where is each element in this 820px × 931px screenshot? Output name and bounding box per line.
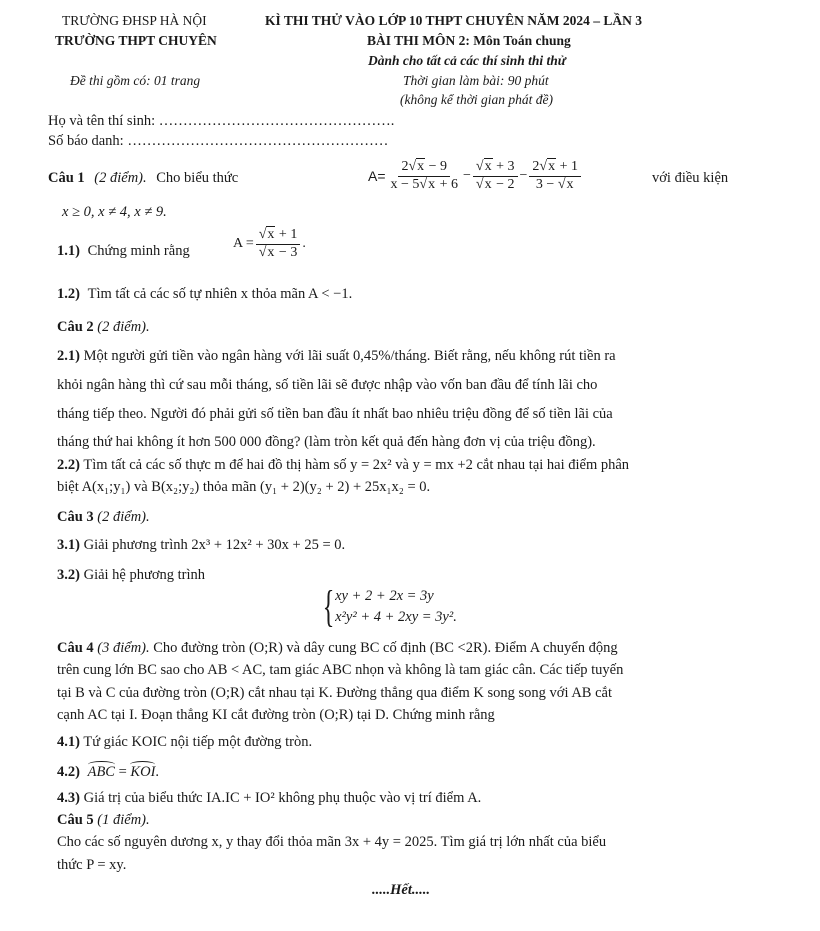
school-name: TRƯỜNG ĐHSP HÀ NỘI: [62, 13, 207, 28]
q3-part1: [57, 537, 345, 554]
q1-statement: [48, 168, 238, 188]
q2-part1-text-1: Một người gửi tiền vào ngân hàng với lãi suất 0,45%/tháng. Biết rằng, nếu không rút tiền ra: [83, 348, 616, 364]
q5-line2: thức P = xy.: [57, 857, 127, 873]
q2-points: (2 điểm).: [97, 319, 150, 335]
q1-part2-text: Tìm tất cả các số tự nhiên x thỏa mãn A < −1.: [87, 286, 353, 302]
q4-part2: 4.2) ABC = KOI.: [57, 764, 160, 780]
q2-part2-text-1: Tìm tất cả các số thực m để hai đồ thị hàm số y = 2x² và y = mx +2 cắt nhau tại hai điểm phân: [83, 457, 630, 473]
q3-part2-text: Giải hệ phương trình: [83, 567, 206, 583]
q4-part3-label: 4.3): [57, 790, 80, 806]
q5-heading: [57, 812, 150, 829]
q4-part2-label: 4.2): [57, 764, 80, 780]
q1-points: (2 điểm).: [94, 170, 147, 186]
q1-intro: Cho biểu thức: [156, 170, 239, 186]
time-note: (không kể thời gian phát đề): [400, 92, 554, 107]
q2-heading: [57, 319, 150, 336]
q4-part1-text: Tứ giác KOIC nội tiếp một đường tròn.: [83, 734, 313, 750]
q3-part2: [57, 567, 205, 584]
q3-system: [318, 582, 457, 631]
q1-suffix: với điều kiện: [652, 170, 729, 186]
q4-text-1: Cho đường tròn (O;R) và dây cung BC cố định (BC <2R). Điểm A chuyển động: [153, 640, 618, 656]
q3-label: Câu 3: [57, 509, 94, 525]
q3-system-eq1: xy + 2 + 2x = 3y: [335, 588, 434, 604]
candidate-id-line: Số báo danh: ………………………………………………: [48, 133, 389, 149]
audience: Dành cho tất cả các thí sinh thi thử: [368, 53, 566, 68]
q1-part2: [57, 286, 352, 303]
q1-part1-label: 1.1): [57, 243, 80, 259]
q4-label: Câu 4: [57, 640, 94, 656]
q4-line4: cạnh AC tại I. Đoạn thẳng KI cắt đường tròn (O;R) tại D. Chứng minh rằng: [57, 707, 495, 723]
q1-part1-formula: A = $\frac{√x + 1}{√x - 3}$ .: [233, 227, 306, 260]
end-marker: .....Hết.....: [372, 882, 430, 898]
q5-line1: Cho các số nguyên dương x, y thay đổi thỏa mãn 3x + 4y = 2025. Tìm giá trị lớn nhất của biểu: [57, 834, 607, 850]
q2-part2-line1: [57, 457, 629, 474]
q2-part1-line4: tháng thứ hai không ít hơn 500 000 đồng? (làm tròn kết quả đến hàng đơn vị của triệu đồng).: [57, 434, 596, 450]
q1-part1: [57, 243, 190, 260]
q4-part1-label: 4.1): [57, 734, 80, 750]
candidate-name-line: Họ và tên thí sinh: ………………………………………….: [48, 113, 395, 129]
q4-part3: [57, 790, 481, 807]
page-count: Đề thi gồm có: 01 trang: [70, 73, 201, 88]
q3-part2-label: 3.2): [57, 567, 80, 583]
q3-heading: [57, 509, 150, 526]
q4-line2: trên cung lớn BC sao cho AB < AC, tam giác ABC nhọn và không là tam giác cân. Các tiếp tuyến: [57, 662, 624, 678]
q3-points: (2 điểm).: [97, 509, 150, 525]
q1-expression: A= $\frac{2√x - 9}{x - 5√x + 6}$ − $\frac{√x + 3}{√x - 2}$ − $\frac{2√x + 1}{3 - √x}$: [368, 160, 583, 192]
q4-line3: tại B và C của đường tròn (O;R) cắt nhau tại K. Đường thẳng qua điểm K song song với AB cắt: [57, 685, 612, 701]
q2-part1-label: 2.1): [57, 348, 80, 364]
q4-line1: [57, 640, 618, 657]
q2-label: Câu 2: [57, 319, 94, 335]
q2-part2-label: 2.2): [57, 457, 80, 473]
q4-part1: [57, 734, 312, 751]
q5-label: Câu 5: [57, 812, 94, 828]
q2-part2-line2: biệt A(x₁;y₁) và B(x₂;y₂) thỏa mãn (y₁ + 2)(y₂ + 2) + 25x₁x₂ = 0.: [57, 479, 431, 495]
time-limit: Thời gian làm bài: 90 phút: [403, 73, 549, 88]
q3-part1-label: 3.1): [57, 537, 80, 553]
q2-part1-line1: [57, 348, 616, 365]
system-brace: {: [322, 582, 335, 631]
q1-part1-text: Chứng minh rằng: [87, 243, 190, 259]
q1-part2-label: 1.2): [57, 286, 80, 302]
angle-abc: ABC: [87, 764, 115, 780]
subject-title: BÀI THI MÔN 2: Môn Toán chung: [367, 33, 571, 48]
angle-koi: KOI: [130, 764, 156, 780]
q3-part1-text: Giải phương trình 2x³ + 12x² + 30x + 25 = 0.: [83, 537, 346, 553]
school-sub: TRƯỜNG THPT CHUYÊN: [55, 33, 217, 48]
q1-label: Câu 1: [48, 170, 85, 186]
q2-part1-line3: tháng tiếp theo. Người đó phải gửi số tiền ban đầu ít nhất bao nhiêu triệu đồng để số tiền lãi của: [57, 406, 613, 422]
q4-points: (3 điểm).: [97, 640, 150, 656]
q5-points: (1 điểm).: [97, 812, 150, 828]
exam-title: KÌ THI THỬ VÀO LỚP 10 THPT CHUYÊN NĂM 2024 – LẦN 3: [265, 13, 643, 28]
q2-part1-line2: khỏi ngân hàng thì cứ sau mỗi tháng, số tiền lãi sẽ được nhập vào vốn ban đầu để tính lãi cho: [57, 377, 598, 393]
q1-condition: x ≥ 0, x ≠ 4, x ≠ 9.: [62, 204, 167, 220]
q3-system-eq2: x²y² + 4 + 2xy = 3y².: [335, 609, 457, 625]
q4-part3-text: Giá trị của biểu thức IA.IC + IO² không phụ thuộc vào vị trí điểm A.: [83, 790, 482, 806]
